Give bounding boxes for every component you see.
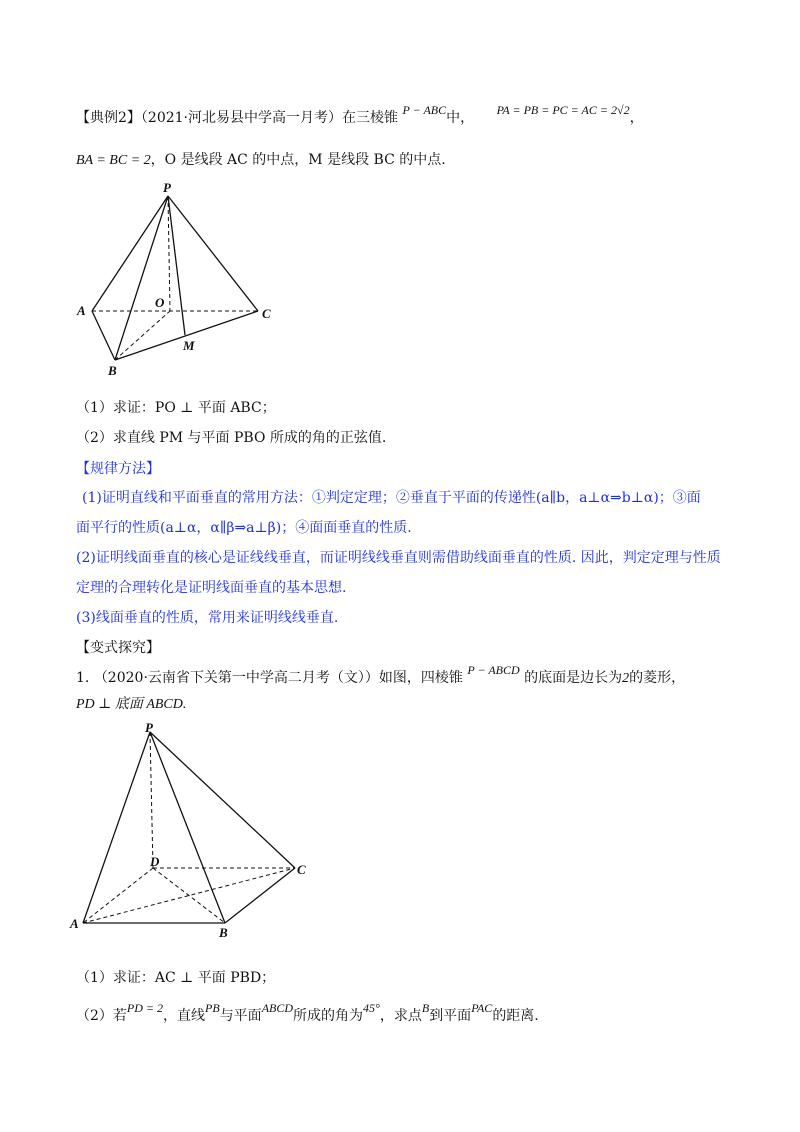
example-condition-line <box>76 150 446 171</box>
question-1-part-2: （2）求直线 PM 与平面 PBO 所成的角的正弦值. <box>76 430 387 446</box>
line-pb: PB <box>205 1001 220 1015</box>
label-C: C <box>262 306 271 321</box>
q2-text-g: 的距离. <box>492 1008 539 1024</box>
plane-abcd: ABCD <box>261 1001 294 1015</box>
variant-question-line <box>76 663 686 689</box>
label-B: B <box>108 363 117 378</box>
mid-text: 中， <box>446 110 475 126</box>
pyramid-figure <box>0 720 800 940</box>
label-A2: A <box>70 916 79 931</box>
q2-text-f: 到平面 <box>429 1008 472 1024</box>
point-b: B <box>421 1001 430 1015</box>
variant-number: 1. <box>76 670 90 686</box>
label-O: O <box>155 295 165 310</box>
label-B2: B <box>219 925 228 940</box>
example-tag: 【典例2】 <box>76 110 141 126</box>
label-M: M <box>183 338 195 353</box>
q2-text-a: （2）若 <box>76 1008 127 1024</box>
q2-text-b: ，直线 <box>163 1008 206 1024</box>
example-title-line <box>76 103 644 128</box>
q2-text-c: 与平面 <box>219 1008 262 1024</box>
method-line-5: (3)线面垂直的性质，常用来证明线线垂直. <box>76 610 339 626</box>
variant-title: 【变式探究】 <box>76 640 160 656</box>
angle-value: 45° <box>363 1001 380 1015</box>
variant-text-1: 的底面是边长为 <box>524 670 623 686</box>
tetra-name: P − ABC <box>402 103 447 117</box>
method-line-1: (1)证明直线和平面垂直的常用方法：①判定定理；②垂直于平面的传递性(a∥b，a⊥α⇒b⊥α)；③面 <box>82 490 701 506</box>
question-2-part-1: （1）求证：AC ⊥ 平面 PBD； <box>76 970 276 986</box>
label-P: P <box>163 180 171 195</box>
pyramid-name: P − ABCD <box>467 663 520 677</box>
method-title: 【规律方法】 <box>76 461 160 477</box>
question-2-part-2 <box>76 1001 539 1026</box>
q2-text-d: 所成的角为 <box>293 1008 364 1024</box>
label-C2: C <box>297 862 306 877</box>
condition-2: BA = BC = 2 <box>76 153 151 168</box>
q2-text-e: ，求点 <box>379 1008 422 1024</box>
method-line-4: 定理的合理转化是证明线面垂直的基本思想. <box>76 580 347 596</box>
label-D: D <box>150 854 160 869</box>
variant-text-2: 的菱形， <box>629 670 686 686</box>
pd-perpendicular: PD ⊥ 底面 ABCD. <box>76 697 187 712</box>
plane-pac: PAC <box>471 1001 493 1015</box>
tetrahedron-figure <box>0 180 800 380</box>
method-line-3: (2)证明线面垂直的核心是证线线垂直，而证明线线垂直则需借助线面垂直的性质. 因此，判定定理与性质 <box>76 550 721 566</box>
pd-value: PD = 2 <box>126 1001 164 1015</box>
variant-condition <box>76 694 186 715</box>
method-line-2: 面平行的性质(a⊥α，α∥β⇒a⊥β)；④面面垂直的性质. <box>76 520 412 536</box>
condition-1: PA = PB = PC = AC = 2√2 <box>496 103 630 117</box>
label-P2: P <box>145 720 153 735</box>
condition-rest: ，O 是线段 AC 的中点，M 是线段 BC 的中点. <box>150 152 446 168</box>
example-source: （2021·河北易县中学高一月考）在三棱锥 <box>140 110 398 126</box>
side-length: 2 <box>622 671 630 686</box>
question-1-part-1: （1）求证：PO ⊥ 平面 ABC； <box>76 400 276 416</box>
comma: ， <box>629 110 644 126</box>
variant-source: （2020·云南省下关第一中学高二月考（文））如图，四棱锥 <box>93 670 463 686</box>
label-A: A <box>77 303 86 318</box>
